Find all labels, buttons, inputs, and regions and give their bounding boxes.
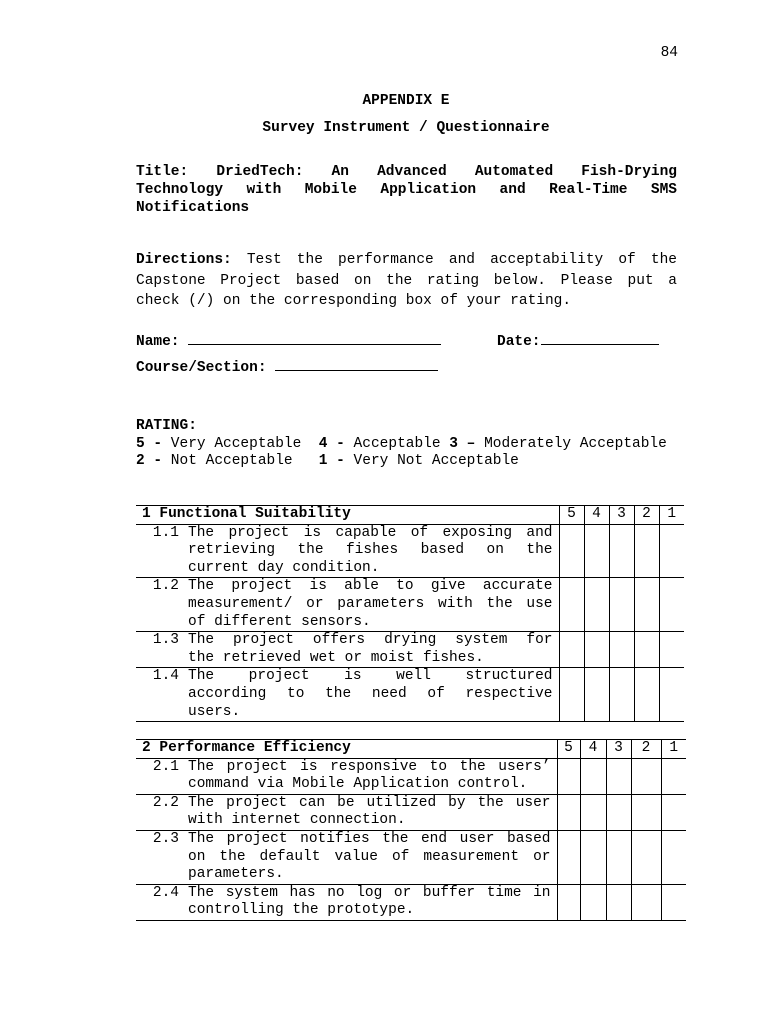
rating-box-4[interactable] xyxy=(584,668,609,722)
rating-box-2[interactable] xyxy=(631,758,661,794)
rating-box-3[interactable] xyxy=(606,884,631,920)
rating-box-3[interactable] xyxy=(606,794,631,830)
rating-box-3[interactable] xyxy=(606,830,631,884)
score-header-3: 3 xyxy=(609,506,634,525)
rating-box-5[interactable] xyxy=(559,524,584,578)
directions-label: Directions: xyxy=(136,252,232,268)
score-header-1: 1 xyxy=(659,506,684,525)
section-1-table xyxy=(136,505,684,722)
rating-legend-row-1: 5 - Very Acceptable 4 - Acceptable 3 – Moderately Acceptable xyxy=(136,436,667,452)
item-statement: The project is well structured according to the need of respective users. xyxy=(188,668,559,722)
rating-box-1[interactable] xyxy=(661,884,686,920)
title-line-3: Notifications xyxy=(136,200,250,216)
directions-line-3: check (/) on the corresponding box of your rating. xyxy=(136,293,572,309)
rating-box-4[interactable] xyxy=(580,830,606,884)
rating-box-4[interactable] xyxy=(584,524,609,578)
rating-box-2[interactable] xyxy=(634,632,659,668)
item-statement: The system has no log or buffer time in controlling the prototype. xyxy=(188,884,557,920)
course-section-label: Course/Section: xyxy=(136,360,267,376)
date-field[interactable] xyxy=(497,330,659,350)
survey-subheading: Survey Instrument / Questionnaire xyxy=(262,120,550,136)
section-1-header-row xyxy=(136,506,684,525)
rating-box-1[interactable] xyxy=(661,758,686,794)
name-field[interactable] xyxy=(136,330,441,350)
score-header-2: 2 xyxy=(631,740,661,759)
table-row xyxy=(136,758,686,794)
item-statement: The project is responsive to the users’ command via Mobile Application control. xyxy=(188,758,557,794)
rating-box-2[interactable] xyxy=(634,524,659,578)
rating-box-1[interactable] xyxy=(661,830,686,884)
page-number: 84 xyxy=(660,45,678,61)
rating-box-3[interactable] xyxy=(609,524,634,578)
rating-box-1[interactable] xyxy=(659,632,684,668)
course-blank-line[interactable] xyxy=(275,356,438,371)
score-header-4: 4 xyxy=(584,506,609,525)
item-statement: The project offers drying system for the retrieved wet or moist fishes. xyxy=(188,632,559,668)
rating-box-4[interactable] xyxy=(580,758,606,794)
item-number: 2.1 xyxy=(136,758,188,794)
rating-box-5[interactable] xyxy=(557,884,580,920)
section-2-header-row xyxy=(136,740,686,759)
table-row xyxy=(136,830,686,884)
rating-box-2[interactable] xyxy=(631,830,661,884)
title-label: Title: xyxy=(136,164,189,180)
rating-box-3[interactable] xyxy=(606,758,631,794)
table-row xyxy=(136,884,686,920)
item-statement: The project is capable of exposing and retrieving the fishes based on the current day condition. xyxy=(188,524,559,578)
rating-box-1[interactable] xyxy=(659,668,684,722)
section-2-table xyxy=(136,739,686,921)
date-blank-line[interactable] xyxy=(541,330,659,345)
rating-box-3[interactable] xyxy=(609,668,634,722)
rating-box-5[interactable] xyxy=(557,830,580,884)
rating-box-3[interactable] xyxy=(609,578,634,632)
rating-box-1[interactable] xyxy=(661,794,686,830)
item-statement: The project notifies the end user based on the default value of measurement or parameters. xyxy=(188,830,557,884)
score-header-4: 4 xyxy=(580,740,606,759)
score-header-3: 3 xyxy=(606,740,631,759)
item-number: 1.3 xyxy=(136,632,188,668)
score-header-1: 1 xyxy=(661,740,686,759)
item-number: 2.3 xyxy=(136,830,188,884)
item-number: 1.1 xyxy=(136,524,188,578)
rating-box-2[interactable] xyxy=(631,884,661,920)
item-number: 2.2 xyxy=(136,794,188,830)
table-row xyxy=(136,794,686,830)
name-label: Name: xyxy=(136,334,180,350)
table-row xyxy=(136,524,684,578)
item-number: 2.4 xyxy=(136,884,188,920)
rating-box-5[interactable] xyxy=(559,668,584,722)
directions-line-2: Capstone Project based on the rating below. Please put a xyxy=(136,272,677,289)
project-title xyxy=(136,163,677,217)
item-number: 1.4 xyxy=(136,668,188,722)
table-row xyxy=(136,578,684,632)
item-number: 1.2 xyxy=(136,578,188,632)
name-blank-line[interactable] xyxy=(188,330,441,345)
rating-box-1[interactable] xyxy=(659,578,684,632)
title-line-1: Title: DriedTech: An Advanced Automated Fish-Drying xyxy=(136,164,677,180)
date-label: Date: xyxy=(497,334,541,350)
rating-legend-row-2: 2 - Not Acceptable 1 - Very Not Acceptable xyxy=(136,453,519,469)
rating-heading: RATING: xyxy=(136,418,197,434)
title-line-2: Technology with Mobile Application and Real-Time SMS xyxy=(136,182,677,198)
section-2-title: 2 Performance Efficiency xyxy=(136,740,557,759)
score-header-2: 2 xyxy=(634,506,659,525)
rating-box-2[interactable] xyxy=(631,794,661,830)
appendix-heading: APPENDIX E xyxy=(362,93,450,109)
rating-box-3[interactable] xyxy=(609,632,634,668)
course-section-field[interactable] xyxy=(136,356,438,376)
item-statement: The project is able to give accurate measurement/ or parameters with the use of different sensors. xyxy=(188,578,559,632)
rating-box-4[interactable] xyxy=(580,794,606,830)
table-row xyxy=(136,668,684,722)
rating-box-2[interactable] xyxy=(634,578,659,632)
rating-box-5[interactable] xyxy=(559,632,584,668)
score-header-5: 5 xyxy=(559,506,584,525)
rating-box-5[interactable] xyxy=(559,578,584,632)
rating-box-2[interactable] xyxy=(634,668,659,722)
item-statement: The project can be utilized by the user with internet connection. xyxy=(188,794,557,830)
rating-box-5[interactable] xyxy=(557,758,580,794)
rating-box-1[interactable] xyxy=(659,524,684,578)
table-row xyxy=(136,632,684,668)
score-header-5: 5 xyxy=(557,740,580,759)
rating-box-4[interactable] xyxy=(584,578,609,632)
rating-box-4[interactable] xyxy=(580,884,606,920)
directions-line-1: Directions: Test the performance and acceptability of the xyxy=(136,252,677,268)
section-1-title: 1 Functional Suitability xyxy=(136,506,559,525)
rating-box-4[interactable] xyxy=(584,632,609,668)
directions xyxy=(136,250,677,312)
rating-box-5[interactable] xyxy=(557,794,580,830)
